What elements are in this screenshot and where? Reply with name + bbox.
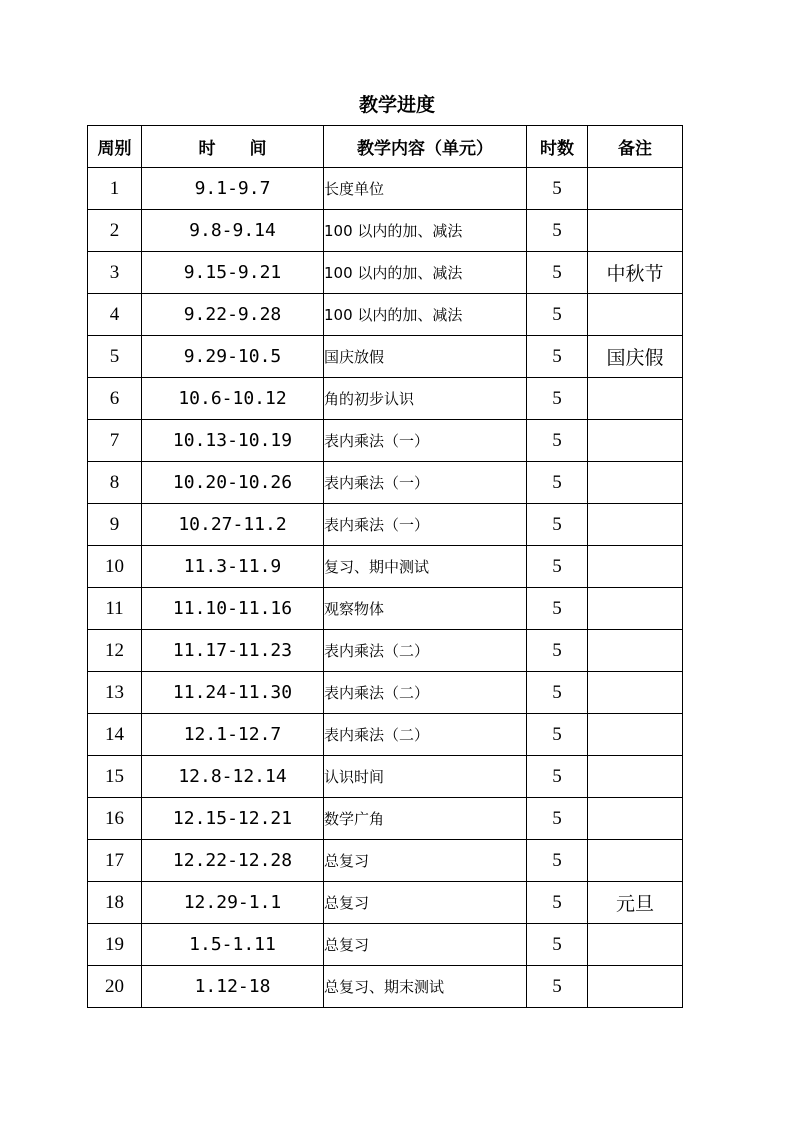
cell-note [588,504,683,546]
table-row [88,336,683,378]
cell-hours: 5 [527,966,588,1008]
header-row [88,126,683,168]
table-row [88,294,683,336]
cell-content: 总复习 [324,840,527,882]
cell-time: 10.27-11.2 [142,504,324,546]
schedule-table [87,125,683,1008]
table-row [88,588,683,630]
table-row [88,168,683,210]
table-row [88,504,683,546]
cell-content: 总复习、期末测试 [324,966,527,1008]
cell-hours: 5 [527,294,588,336]
cell-hours: 5 [527,378,588,420]
table-row [88,252,683,294]
cell-content: 表内乘法（二） [324,672,527,714]
cell-note [588,168,683,210]
cell-content: 表内乘法（二） [324,630,527,672]
cell-hours: 5 [527,546,588,588]
cell-week: 8 [88,462,142,504]
table-row [88,924,683,966]
cell-week: 11 [88,588,142,630]
page-title: 教学进度 [358,94,435,116]
header-week: 周别 [88,126,142,168]
cell-time: 9.29-10.5 [142,336,324,378]
cell-hours: 5 [527,756,588,798]
cell-note [588,210,683,252]
table-row [88,630,683,672]
cell-note [588,672,683,714]
cell-content: 表内乘法（一） [324,504,527,546]
cell-week: 4 [88,294,142,336]
cell-week: 20 [88,966,142,1008]
cell-time: 9.15-9.21 [142,252,324,294]
cell-week: 16 [88,798,142,840]
table-row [88,672,683,714]
cell-content: 表内乘法（一） [324,462,527,504]
cell-hours: 5 [527,840,588,882]
cell-hours: 5 [527,588,588,630]
table-row [88,420,683,462]
cell-time: 12.29-1.1 [142,882,324,924]
cell-note [588,966,683,1008]
table-row [88,462,683,504]
cell-note: 中秋节 [588,252,683,294]
table-row [88,210,683,252]
cell-content: 总复习 [324,924,527,966]
cell-time: 11.3-11.9 [142,546,324,588]
cell-week: 9 [88,504,142,546]
cell-time: 9.22-9.28 [142,294,324,336]
cell-week: 6 [88,378,142,420]
cell-note [588,546,683,588]
cell-time: 12.1-12.7 [142,714,324,756]
cell-time: 12.8-12.14 [142,756,324,798]
cell-note [588,924,683,966]
cell-note [588,462,683,504]
cell-hours: 5 [527,504,588,546]
table-row [88,714,683,756]
cell-week: 14 [88,714,142,756]
cell-note [588,840,683,882]
cell-content: 总复习 [324,882,527,924]
cell-content: 复习、期中测试 [324,546,527,588]
cell-content: 100 以内的加、减法 [324,294,527,336]
cell-week: 12 [88,630,142,672]
table-row [88,756,683,798]
cell-content: 长度单位 [324,168,527,210]
cell-note [588,378,683,420]
cell-note: 国庆假 [588,336,683,378]
cell-week: 7 [88,420,142,462]
cell-week: 5 [88,336,142,378]
cell-hours: 5 [527,882,588,924]
table-row [88,882,683,924]
cell-hours: 5 [527,252,588,294]
cell-week: 17 [88,840,142,882]
cell-hours: 5 [527,672,588,714]
cell-hours: 5 [527,798,588,840]
schedule-body [88,168,683,1008]
cell-hours: 5 [527,924,588,966]
table-row [88,798,683,840]
cell-time: 10.6-10.12 [142,378,324,420]
cell-time: 9.1-9.7 [142,168,324,210]
cell-time: 10.20-10.26 [142,462,324,504]
cell-time: 1.5-1.11 [142,924,324,966]
cell-note [588,630,683,672]
cell-content: 观察物体 [324,588,527,630]
cell-time: 12.15-12.21 [142,798,324,840]
cell-time: 11.24-11.30 [142,672,324,714]
cell-time: 12.22-12.28 [142,840,324,882]
header-time: 时 间 [142,126,324,168]
cell-hours: 5 [527,462,588,504]
cell-hours: 5 [527,168,588,210]
cell-content: 认识时间 [324,756,527,798]
cell-hours: 5 [527,714,588,756]
cell-week: 13 [88,672,142,714]
header-content: 教学内容（单元） [324,126,527,168]
cell-note [588,714,683,756]
cell-hours: 5 [527,210,588,252]
cell-content: 表内乘法（一） [324,420,527,462]
cell-week: 19 [88,924,142,966]
cell-week: 1 [88,168,142,210]
cell-note [588,798,683,840]
table-row [88,378,683,420]
cell-note [588,756,683,798]
cell-content: 100 以内的加、减法 [324,210,527,252]
cell-week: 15 [88,756,142,798]
cell-content: 100 以内的加、减法 [324,252,527,294]
cell-time: 1.12-18 [142,966,324,1008]
cell-hours: 5 [527,336,588,378]
cell-content: 数学广角 [324,798,527,840]
cell-hours: 5 [527,630,588,672]
cell-week: 3 [88,252,142,294]
cell-time: 11.17-11.23 [142,630,324,672]
cell-content: 国庆放假 [324,336,527,378]
cell-week: 2 [88,210,142,252]
table-row [88,840,683,882]
cell-hours: 5 [527,420,588,462]
cell-note: 元旦 [588,882,683,924]
cell-time: 9.8-9.14 [142,210,324,252]
cell-note [588,294,683,336]
cell-time: 10.13-10.19 [142,420,324,462]
table-row [88,546,683,588]
cell-week: 18 [88,882,142,924]
cell-note [588,588,683,630]
table-row [88,966,683,1008]
cell-time: 11.10-11.16 [142,588,324,630]
header-note: 备注 [588,126,683,168]
cell-content: 角的初步认识 [324,378,527,420]
header-hours: 时数 [527,126,588,168]
cell-content: 表内乘法（二） [324,714,527,756]
cell-note [588,420,683,462]
cell-week: 10 [88,546,142,588]
